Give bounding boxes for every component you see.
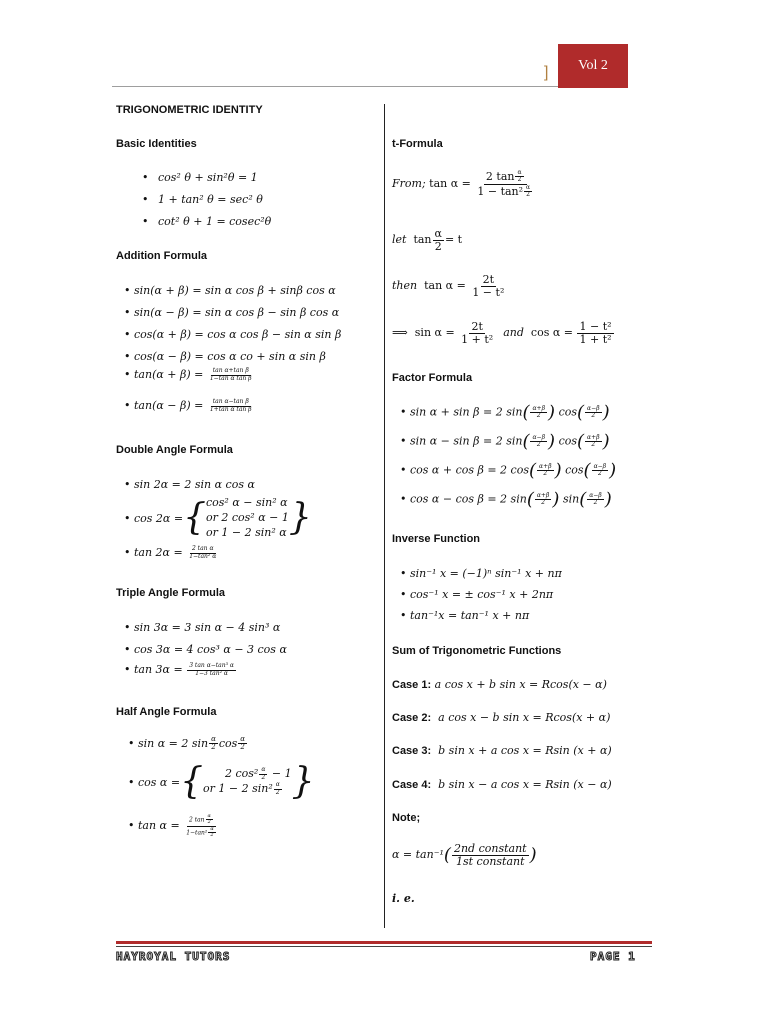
addition-item-3: • cos(α + β) = cos α cos β − sin α sin β: [124, 328, 342, 341]
note-formula: α = tan⁻¹( $\frac{\text{2nd constant}}{\text{1st constant}}$ ): [392, 842, 537, 868]
addition-formula-heading: Addition Formula: [116, 250, 208, 262]
footer-brand: HAYROYAL TUTORS: [116, 950, 231, 963]
column-divider: [384, 104, 385, 928]
sum-case-3: Case 3: b sin x + a cos x = Rsin (x + α): [392, 744, 612, 757]
addition-item-2: • sin(α − β) = sin α cos β − sin β cos α: [124, 306, 340, 319]
sum-case-4: Case 4: b sin x − a cos x = Rsin (x − α): [392, 778, 612, 791]
basic-identities-heading: Basic Identities: [116, 138, 197, 150]
note-ie: i. e.: [392, 892, 415, 905]
sum-case-1: Case 1: a cos x + b sin x = Rcos(x − α): [392, 678, 607, 691]
factor-item-4: • cos α − cos β = 2 sin( $\frac{\alpha+\beta}{2}$ ) sin( $\frac{\alpha-\beta}{2}$ ): [400, 489, 612, 510]
factor-item-3: • cos α + cos β = 2 cos( $\frac{\alpha+\beta}{2}$ ) cos( $\frac{\alpha-\beta}{2}$ ): [400, 460, 617, 481]
t-formula-from: From; tan α = 2 tan $\frac{\alpha}{2}$ 1 − tan² $\frac{\alpha}{2}$: [392, 169, 531, 198]
t-formula-let: let tan $\frac{\alpha}{2}$ = t: [392, 227, 463, 253]
header-rule: [112, 86, 558, 87]
factor-formula-heading: Factor Formula: [392, 372, 473, 384]
addition-item-1: • sin(α + β) = sin α cos β + sinβ cos α: [124, 284, 336, 297]
triple-angle-heading: Triple Angle Formula: [116, 587, 225, 599]
sum-case-2: Case 2: a cos x − b sin x = Rcos(x + α): [392, 711, 611, 724]
addition-item-4: • cos(α − β) = cos α co + sin α sin β: [124, 350, 326, 363]
triple-sin: • sin 3α = 3 sin α − 4 sin³ α: [124, 621, 281, 634]
footer-rule-dark: [116, 946, 652, 947]
triple-cos: • cos 3α = 4 cos³ α − 3 cos α: [124, 643, 287, 656]
factor-item-1: • sin α + sin β = 2 sin( $\frac{\alpha+\beta}{2}$ ) cos( $\frac{\alpha-\beta}{2}$ ): [400, 402, 610, 423]
basic-identity-3: • cot² θ + 1 = cosec²θ: [142, 215, 272, 228]
page-title: TRIGONOMETRIC IDENTITY: [116, 104, 263, 116]
half-sin: • sin α = 2 sin $\frac{\alpha}{2}$ cos $\frac{\alpha}{2}$: [128, 735, 246, 752]
half-tan: • tan α = 2 tan $\frac{\alpha}{2}$ 1−tan² $\frac{\alpha}{2}$: [128, 814, 220, 838]
triple-tan: • tan 3α = $\frac{\text{3 tan α−tan³ α}}{\text{1−3 tan² α}}$: [124, 662, 234, 677]
header-bracket: ]: [544, 64, 549, 81]
t-formula-then: then tan α = $\frac{2t}{\text{1 − t²}}$: [392, 273, 505, 299]
double-cos: • cos 2α = { cos² α − sin² α or 2 cos² α − 1 or 1 − 2 sin² α }: [124, 496, 312, 539]
inverse-function-heading: Inverse Function: [392, 533, 481, 545]
t-formula-implies: ⟹ sin α = $\frac{2t}{\text{1 + t²}}$ and cos α = $\frac{\text{1 − t²}}{\text{1 + t²}}$: [392, 320, 612, 346]
footer-page-number: PAGE 1: [590, 950, 636, 963]
addition-tan-plus: • tan(α + β) = $\frac{\text{tan α+tan β}}{\text{1−tan α tan β}}$: [124, 367, 252, 382]
sum-functions-heading: Sum of Trigonometric Functions: [392, 645, 562, 657]
addition-tan-minus: • tan(α − β) = $\frac{\text{tan α−tan β}}{\text{1+tan α tan β}}$: [124, 398, 252, 413]
note-heading: Note;: [392, 812, 421, 824]
double-tan: • tan 2α = $\frac{\text{2 tan α}}{\text{1−tan² α}}$: [124, 545, 217, 560]
volume-badge: Vol 2: [558, 44, 628, 88]
footer-rule-red: [116, 941, 652, 944]
factor-item-2: • sin α − sin β = 2 sin( $\frac{\alpha-\beta}{2}$ ) cos( $\frac{\alpha+\beta}{2}$ ): [400, 431, 610, 452]
half-cos: • cos α = { 2 cos² $\frac{\alpha}{2}$ − 1 or 1 − 2 sin² $\frac{\alpha}{2}$ }: [128, 761, 315, 802]
double-angle-heading: Double Angle Formula: [116, 444, 233, 456]
inverse-item-1: • sin⁻¹ x = (−1)ⁿ sin⁻¹ x + nπ: [400, 567, 562, 580]
basic-identity-2: • 1 + tan² θ = sec² θ: [142, 193, 263, 206]
basic-identity-1: • cos² θ + sin²θ = 1: [142, 171, 258, 184]
inverse-item-3: • tan⁻¹x = tan⁻¹ x + nπ: [400, 609, 530, 622]
double-sin: • sin 2α = 2 sin α cos α: [124, 478, 255, 491]
t-formula-heading: t-Formula: [392, 138, 443, 150]
half-angle-heading: Half Angle Formula: [116, 706, 217, 718]
inverse-item-2: • cos⁻¹ x = ± cos⁻¹ x + 2nπ: [400, 588, 554, 601]
